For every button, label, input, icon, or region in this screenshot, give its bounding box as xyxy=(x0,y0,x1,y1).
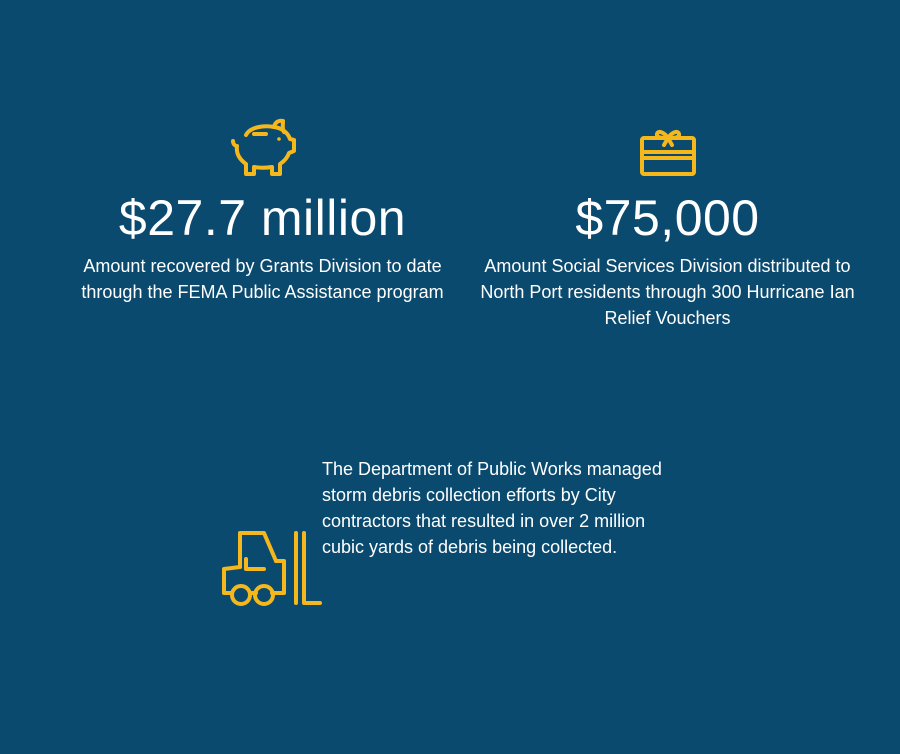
forklift-icon xyxy=(220,529,322,607)
grants-description: Amount recovered by Grants Division to date through the FEMA Public Assistance program xyxy=(81,256,444,302)
grants-amount: $27.7 million xyxy=(118,190,407,246)
debris-stat xyxy=(218,456,688,606)
vouchers-description: Amount Social Services Division distributed to North Port residents through 300 Hurricane Ian Relief Vouchers xyxy=(480,256,855,328)
piggy-bank-icon xyxy=(230,117,296,177)
grants-stat xyxy=(60,117,465,305)
vouchers-stat xyxy=(480,126,855,331)
gift-card-icon xyxy=(638,126,698,178)
vouchers-amount: $75,000 xyxy=(575,190,760,246)
debris-description: The Department of Public Works managed storm debris collection efforts by City contractors that resulted in over 2 million cubic yards of debris being collected. xyxy=(322,459,662,557)
